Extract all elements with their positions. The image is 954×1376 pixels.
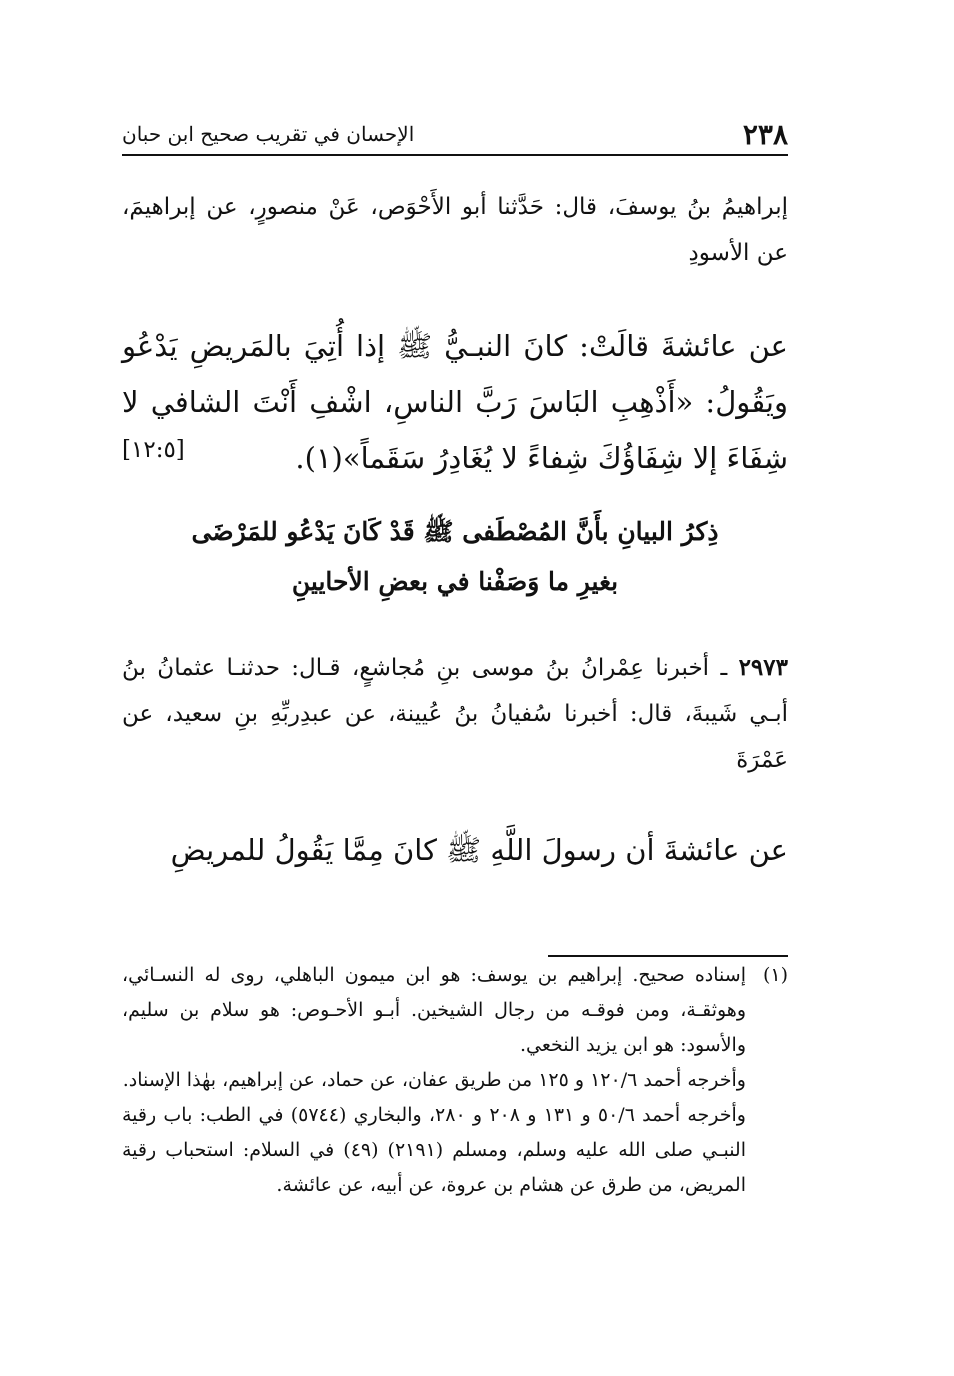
- footnote-1-text: إسناده صحيح. إبراهيم بن يوسف: هو ابن ميمون الباهلي، روى له النسـائي، وهوثقـة، ومن فوقـه من رجال الشيخين. أبـو الأحـوص: هو سلام بن سليم، والأسود: هو ابن يزيد النخعي.: [122, 964, 746, 1056]
- section-heading-line-2: بغيرِ ما وَصَفْنا في بعضِ الأحايينِ: [291, 567, 619, 596]
- footnotes: [122, 958, 788, 1203]
- hadith-text-1: [122, 318, 788, 486]
- hadith-text-2: عن عائشةَ أن رسولَ اللَّهِ ﷺ كانَ مِمَّا يَقُولُ للمريضِ: [170, 833, 788, 867]
- footnote-1-para-2: وأخرجه أحمد ١٢٠/٦ و ١٢٥ من طريق عفان، عن حماد، عن إبراهيم، بهٰذا الإسناد.: [122, 1069, 746, 1091]
- footnote-1-para-3: وأخرجه أحمد ٥٠/٦ و ١٣١ و ٢٠٨ و ٢٨٠، والبخاري (٥٧٤٤) في الطب: باب رقية النبـي صلى الله عليه وسلم، ومسلم (٢١٩١) (٤٩) في السلام: استحباب رقية المريض، من طرق عن هشام بن عروة، عن أبيه، عن عائشة.: [122, 1104, 746, 1196]
- hadith-number: ٢٩٧٣: [738, 654, 788, 681]
- footnote-divider: [548, 955, 788, 957]
- isnad-chain-2-text: ـ أخبرنا عِمْرانُ بنُ موسى بنِ مُجاشعٍ، قـال: حدثنـا عثمانُ بنُ أبـي شَيبةَ، قال: أخبرنا سُفيانُ بنُ عُيينة، عن عبدِربِّهِ بنِ سعيد، عن عَمْرَةَ: [122, 655, 788, 773]
- footnote-marker: (١): [762, 964, 788, 986]
- hadith-text-1-body: عن عائشةَ قالَتْ: كانَ النبـيُّ ﷺ إذا أُتِيَ بالمَريضِ يَدْعُو ويَقُولُ: «أَذْهِبِ البَاسَ رَبَّ الناسِ، اشْفِ أَنْتَ الشافي لا شِفَاءَ إلا شِفَاؤُكَ شِفاءً لا يُغَادِرُ سَقَماً»(١).: [122, 329, 788, 475]
- section-heading: [122, 507, 788, 607]
- page-header: [122, 112, 788, 156]
- page-number: ٢٣٨: [742, 118, 788, 151]
- footnote-1-para-1: [122, 958, 788, 1063]
- isnad-chain-1: إبراهيمُ بنُ يوسفَ، قال: حَدَّثنا أبو الأَحْوَص، عَنْ منصورٍ، عن إبراهيمَ، عن الأسودِ: [122, 194, 788, 266]
- isnad-chain-2: [122, 645, 788, 783]
- running-title: الإحسان في تقريب صحيح ابن حبان: [122, 122, 415, 146]
- hadith-reference: [١٢:٥]: [122, 437, 185, 463]
- section-heading-line-1: ذِكرُ البيانِ بأَنَّ المُصْطَفى ﷺ قَدْ كَانَ يَدْعُو للمَرْضَى: [191, 517, 719, 546]
